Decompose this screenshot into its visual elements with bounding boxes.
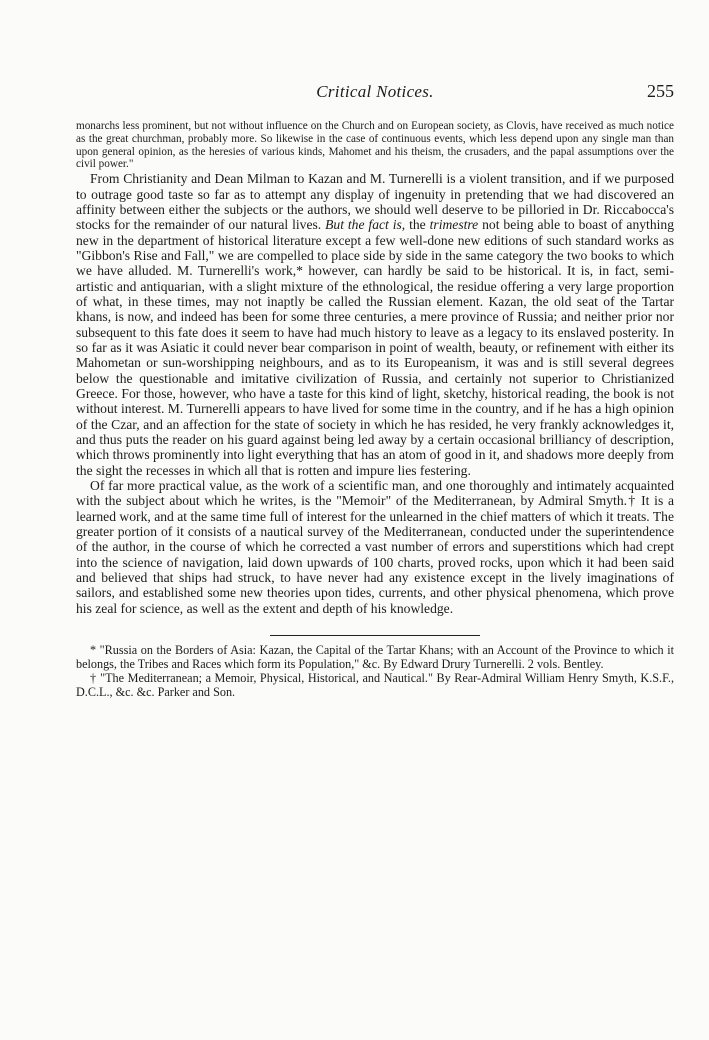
italic-word-trimestre: trimestre [429,217,479,233]
footnote-kazan: * "Russia on the Borders of Asia: Kazan, the Capital of the Tartar Khans; with an Account of the Province to which it belongs, the Tribes and Races which form its Population," &c. By Edward Drury Turnerelli. 2 vols. Bentley. [76,643,674,671]
paragraph-kazan-middle: the [405,217,430,233]
paragraph-kazan-start: From Christianity and Dean Milman to Kazan and M. Turnerelli is a violent transition, and if we purposed to outrage good taste so far as to attempt any display of ingenuity in pretending that we had discovered an affinity between either the subjects or the authors, we should well deserve to be pilloried in Dr. Riccabocca's stocks for the remainder of our natural lives. [76,171,674,233]
paragraph-kazan-rest: not being able to boast of anything new in the department of historical literature except a few well-done new editions of such standard works as "Gibbon's Rise and Fall," we are compelled to place side by side in the same category the two books to which we have alluded. M. Turnerelli's work,* however, can hardly be said to be historical. It is, in fact, semi-artistic and antiquarian, with a slight mixture of the ethnological, the residue offering a very large proportion of what, in these times, may not inaptly be called the Russian element. Kazan, the old seat of the Tartar khans, is now, and indeed has been for some three centuries, a mere province of Russia; and neither prior nor subsequent to this fate does it seem to have had much history to leave as a legacy to its enslaved posterity. In so far as it was Asiatic it could never bear comparison in point of wealth, beauty, or refinement with either its Mahometan or sun-worshipping neighbours, and as to its Europeanism, it was and is still several degrees below the questionable and imitative civilization of Russia, and certainly not superior to Christianized Greece. For those, however, who have a taste for this kind of light, sketchy, historical reading, the book is not without interest. M. Turnerelli appears to have lived for some time in the country, and if he has a high opinion of the Czar, and an affection for the state of society in which he has resided, he very frankly acknowledges it, and thus puts the reader on his guard against being led away by a certain occasional brilliancy of description, which throws prominently into light everything that has an atom of good in it, and shadows more deeply from the sight the recesses in which all that is rotten and impure lies festering. [76,217,674,478]
footnote-divider [270,635,480,636]
page [76,76,674,699]
quote-continuation: monarchs less prominent, but not without influence on the Church and on European society, as Clovis, have received as much notice as the great churchman, probably more. So likewise in the case of continuous events, which less depend upon any single man than upon general opinion, as the heresies of various kinds, Mahomet and his theism, the crusaders, and the papal assumptions over the civil power." [76,120,674,171]
paragraph-mediterranean: Of far more practical value, as the work of a scientific man, and one thoroughly and intimately acquainted with the subject about which he writes, is the "Memoir" of the Mediterranean, by Admiral Smyth.† It is a learned work, and at the same time full of interest for the unlearned in the chief matters of which it treats. The greater portion of it consists of a nautical survey of the Mediterranean, conducted under the superintendence of the author, in the course of which he corrected a vast number of errors and superstitions which had crept into the science of navigation, laid down upwards of 100 charts, proved rocks, upon which it had been said and believed that ships had struck, to have never had any existence except in the lively imaginations of sailors, and established some new theories upon tides, currents, and other physical phenomena, which prove his zeal for science, as well as the extent and depth of his knowledge. [76,478,674,616]
running-title: Critical Notices. [316,82,434,101]
italic-phrase: But the fact is, [325,217,406,233]
running-head [76,76,674,106]
paragraph-kazan [76,171,674,478]
footnote-mediterranean: † "The Mediterranean; a Memoir, Physical, Historical, and Nautical." By Rear-Admiral William Henry Smyth, K.S.F., D.C.L., &c. &c. Parker and Son. [76,670,674,699]
page-number: 255 [647,81,674,101]
